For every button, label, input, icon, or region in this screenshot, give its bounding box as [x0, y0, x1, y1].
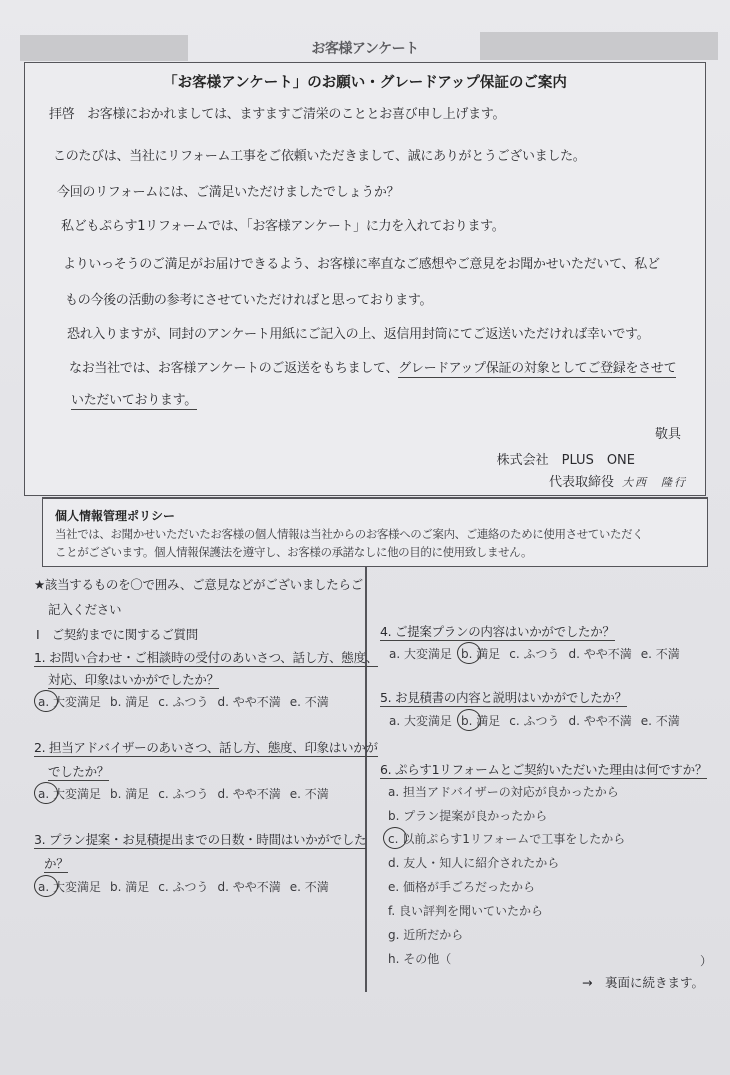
- q6-reason-c[interactable]: c. 以前ぷらす1リフォームで工事をしたから: [388, 832, 626, 846]
- q6-reason-e[interactable]: e. 価格が手ごろだったから: [388, 880, 536, 894]
- closing-keigu: 敬具: [654, 427, 681, 442]
- q2-option-e[interactable]: e. 不満: [289, 787, 329, 801]
- q2-option-d[interactable]: d. やや不満: [217, 787, 281, 801]
- company-name: 株式会社 PLUS ONE: [496, 453, 635, 468]
- representative: [549, 471, 687, 490]
- page-title: お客様アンケート: [311, 41, 419, 57]
- q4-option-b[interactable]: b. 満足: [460, 647, 501, 661]
- q5-option-b[interactable]: b. 満足: [460, 714, 501, 728]
- q2-option-b[interactable]: b. 満足: [109, 787, 150, 801]
- question-3-cont: か？: [44, 856, 69, 871]
- q5-option-a[interactable]: a. 大変満足: [389, 714, 452, 728]
- question-2-options: [38, 785, 329, 802]
- question-5-options: [389, 712, 680, 729]
- q1-option-e[interactable]: e. 不満: [289, 695, 329, 709]
- instructions-line-1: ★該当するものを〇で囲み、ご意見などがございましたらご: [34, 577, 363, 592]
- question-2: 2. 担当アドバイザーのあいさつ、話し方、態度、印象はいかが: [34, 740, 378, 755]
- letter-line-8: [69, 357, 676, 376]
- q3-option-b[interactable]: b. 満足: [109, 880, 150, 894]
- q4-option-d[interactable]: d. やや不満: [568, 647, 632, 661]
- q6-reason-b[interactable]: b. プラン提案が良かったから: [388, 809, 548, 823]
- question-3: 3. プラン提案・お見積提出までの日数・時間はいかがでした: [34, 832, 367, 847]
- question-6: 6. ぷらす1リフォームとご契約いただいた理由は何ですか？: [380, 762, 708, 777]
- letter-line-2: このたびは、当社にリフォーム工事をご依頼いただきまして、誠にありがとうございました。: [53, 149, 586, 164]
- q1-option-d[interactable]: d. やや不満: [217, 695, 281, 709]
- letter-line-9: [71, 389, 197, 408]
- q3-option-c[interactable]: c. ふつう: [158, 880, 209, 894]
- q6-reason-d[interactable]: d. 友人・知人に紹介されたから: [388, 856, 560, 870]
- column-divider: [365, 567, 367, 992]
- q4-option-e[interactable]: e. 不満: [640, 647, 680, 661]
- rep-name: 大西 隆行: [622, 476, 687, 489]
- q2-option-c[interactable]: c. ふつう: [158, 787, 209, 801]
- letter-line-5: よりいっそうのご満足がお届けできるよう、お客様に率直なご感想やご意見をお聞かせいただいて、私ど: [63, 257, 660, 272]
- q5-option-c[interactable]: c. ふつう: [509, 714, 560, 728]
- q4-option-c[interactable]: c. ふつう: [509, 647, 560, 661]
- letter-line-1: 拝啓 お客様におかれましては、ますますご清栄のこととお喜び申し上げます。: [49, 107, 506, 122]
- q1-option-b[interactable]: b. 満足: [109, 695, 150, 709]
- letter-line-7: 恐れ入りますが、同封のアンケート用紙にご記入の上、返信用封筒にてご返送いただければ幸いです。: [67, 327, 650, 342]
- question-1-cont: 対応、印象はいかがでしたか？: [48, 672, 219, 687]
- policy-title: 個人情報管理ポリシー: [55, 509, 176, 523]
- instructions-line-2: 記入ください: [48, 602, 122, 617]
- letter-line-3: 今回のリフォームには、ご満足いただけましたでしょうか？: [57, 185, 400, 200]
- q1-option-a[interactable]: a. 大変満足: [38, 695, 101, 709]
- q3-option-a[interactable]: a. 大変満足: [38, 880, 101, 894]
- q2-option-a[interactable]: a. 大変満足: [38, 787, 101, 801]
- grade-up-guarantee-text: グレードアップ保証の対象としてご登録をさせて: [398, 361, 677, 376]
- q6-reason-h-other[interactable]: h. その他（: [388, 952, 452, 966]
- q5-option-e[interactable]: e. 不満: [640, 714, 680, 728]
- section-1-title: Ⅰ ご契約までに関するご質問: [36, 627, 198, 642]
- q3-option-d[interactable]: d. やや不満: [217, 880, 281, 894]
- question-1-options: [38, 693, 329, 710]
- question-5: 5. お見積書の内容と説明はいかがでしたか？: [380, 690, 627, 705]
- q6-other-close-paren: ）: [700, 954, 713, 968]
- q6-reason-g[interactable]: g. 近所だから: [388, 928, 464, 942]
- continue-on-back-note: → 裏面に続きます。: [582, 975, 704, 990]
- question-2-cont: でしたか？: [48, 764, 110, 779]
- letter-line-6: もの今後の活動の参考にさせていただければと思っております。: [65, 293, 433, 308]
- q3-option-e[interactable]: e. 不満: [289, 880, 329, 894]
- rep-title: 代表取締役: [548, 475, 614, 490]
- question-4: 4. ご提案プランの内容はいかがでしたか？: [380, 624, 615, 639]
- letter-box: [24, 62, 706, 496]
- grade-up-guarantee-text-cont: いただいております。: [71, 393, 197, 408]
- policy-line-2: ことがございます。個人情報保護法を遵守し、お客様の承諾なしに他の目的に使用致しません。: [55, 545, 533, 559]
- question-1: 1. お問い合わせ・ご相談時の受付のあいさつ、話し方、態度、: [34, 650, 378, 665]
- q6-reason-a[interactable]: a. 担当アドバイザーの対応が良かったから: [388, 785, 619, 799]
- privacy-policy-box: [42, 497, 708, 567]
- question-3-options: [38, 878, 329, 895]
- question-4-options: [389, 645, 680, 662]
- q6-reason-f[interactable]: f. 良い評判を聞いていたから: [388, 904, 543, 918]
- letter-line-8-prefix: なお当社では、お客様アンケートのご返送をもちまして、: [69, 361, 399, 376]
- q1-option-c[interactable]: c. ふつう: [158, 695, 209, 709]
- letter-title: 「お客様アンケート」のお願い・グレードアップ保証のご案内: [163, 75, 567, 91]
- q5-option-d[interactable]: d. やや不満: [568, 714, 632, 728]
- policy-line-1: 当社では、お聞かせいただいたお客様の個人情報は当社からのお客様へのご案内、ご連絡のために使用させていただく: [55, 527, 644, 541]
- q4-option-a[interactable]: a. 大変満足: [389, 647, 452, 661]
- letter-line-4: 私どもぷらす1リフォームでは、「お客様アンケート」に力を入れております。: [61, 219, 505, 234]
